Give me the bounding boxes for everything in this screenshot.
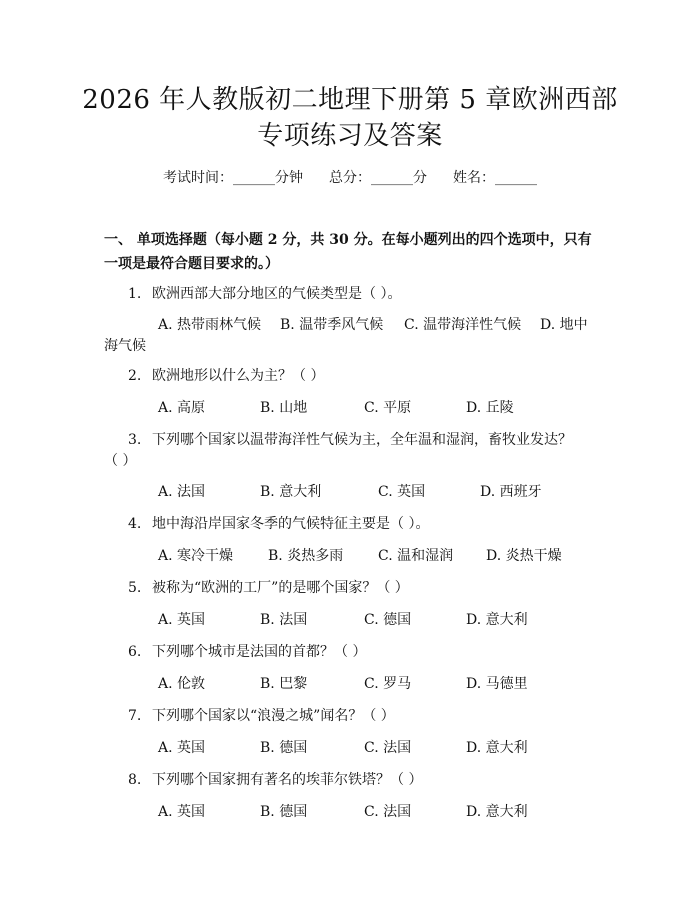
option-c: C. 英国 <box>378 484 426 500</box>
question-stem <box>104 704 604 728</box>
option-d: D. 丘陵 <box>466 400 514 416</box>
option-c: C. 平原 <box>364 400 412 416</box>
option-a: A. 伦敦 <box>158 676 206 692</box>
question-number: 7. <box>128 708 142 724</box>
total-score-field: 总分：______分 <box>329 170 427 186</box>
question-stem-continuation: （ ） <box>104 453 137 469</box>
page-title-line-1: 2026 年人教版初二地理下册第 5 章欧洲西部 <box>82 85 618 115</box>
option-b: B. 温带季风气候 <box>280 317 384 333</box>
option-c: C. 温带海洋性气候 <box>404 317 522 333</box>
section-heading: 一、 单项选择题（每小题 2 分，共 30 分。在每小题列出的四个选项中，只有一项是最符合题目要求的。） <box>104 232 592 272</box>
question-stem <box>104 428 604 452</box>
option-b: B. 意大利 <box>260 484 322 500</box>
option-d: D. 炎热干燥 <box>486 548 562 564</box>
option-d: D. 马德里 <box>466 676 528 692</box>
question-stem <box>104 576 604 600</box>
option-a: A. 英国 <box>158 804 206 820</box>
question-number: 4. <box>128 516 142 532</box>
student-name-field: 姓名：______ <box>453 170 537 186</box>
option-d: D. 西班牙 <box>480 484 542 500</box>
option-a: A. 英国 <box>158 740 206 756</box>
question-stem <box>104 364 604 388</box>
option-c: C. 德国 <box>364 612 412 628</box>
option-a: A. 法国 <box>158 484 206 500</box>
page-title-line-2: 专项练习及答案 <box>257 121 443 151</box>
question-number: 2. <box>128 368 142 384</box>
option-c: C. 法国 <box>364 740 412 756</box>
question-stem <box>104 512 604 536</box>
option-d: D. 意大利 <box>466 612 528 628</box>
option-c: C. 罗马 <box>364 676 412 692</box>
option-d: D. 意大利 <box>466 740 528 756</box>
question-text: 下列哪个国家拥有著名的埃菲尔铁塔？（ ） <box>152 772 423 788</box>
option-b: B. 德国 <box>260 804 308 820</box>
question-number: 8. <box>128 772 142 788</box>
question-stem <box>104 768 604 792</box>
option-b: B. 山地 <box>260 400 308 416</box>
question-stem <box>104 282 604 306</box>
question-text: 被称为“欧洲的工厂”的是哪个国家？（ ） <box>152 580 409 596</box>
option-d: D. 意大利 <box>466 804 528 820</box>
option-c: C. 法国 <box>364 804 412 820</box>
option-b: B. 炎热多雨 <box>268 548 344 564</box>
option-b: B. 巴黎 <box>260 676 308 692</box>
question-text: 欧洲西部大部分地区的气候类型是（ ）。 <box>152 286 402 302</box>
option-d-continuation: 海气候 <box>104 338 146 354</box>
option-d: D. 地中 <box>540 317 588 333</box>
exam-meta <box>0 166 700 190</box>
option-a: A. 热带雨林气候 <box>158 317 262 333</box>
option-a: A. 寒冷干燥 <box>158 548 234 564</box>
question-number: 5. <box>128 580 142 596</box>
question-text: 下列哪个国家以温带海洋性气候为主，全年温和湿润，畜牧业发达？ <box>152 432 572 448</box>
question-stem <box>104 640 604 664</box>
option-b: B. 德国 <box>260 740 308 756</box>
question-text: 欧洲地形以什么为主？（ ） <box>152 368 325 384</box>
question-text: 下列哪个国家以“浪漫之城”闻名？（ ） <box>152 708 395 724</box>
question-text: 地中海沿岸国家冬季的气候特征主要是（ ）。 <box>152 516 430 532</box>
question-text: 下列哪个城市是法国的首都？（ ） <box>152 644 367 660</box>
exam-time-field: 考试时间：______分钟 <box>163 170 303 186</box>
option-a: A. 高原 <box>158 400 206 416</box>
option-a: A. 英国 <box>158 612 206 628</box>
question-number: 1. <box>128 286 142 302</box>
option-c: C. 温和湿润 <box>378 548 454 564</box>
question-number: 6. <box>128 644 142 660</box>
question-number: 3. <box>128 432 142 448</box>
option-b: B. 法国 <box>260 612 308 628</box>
